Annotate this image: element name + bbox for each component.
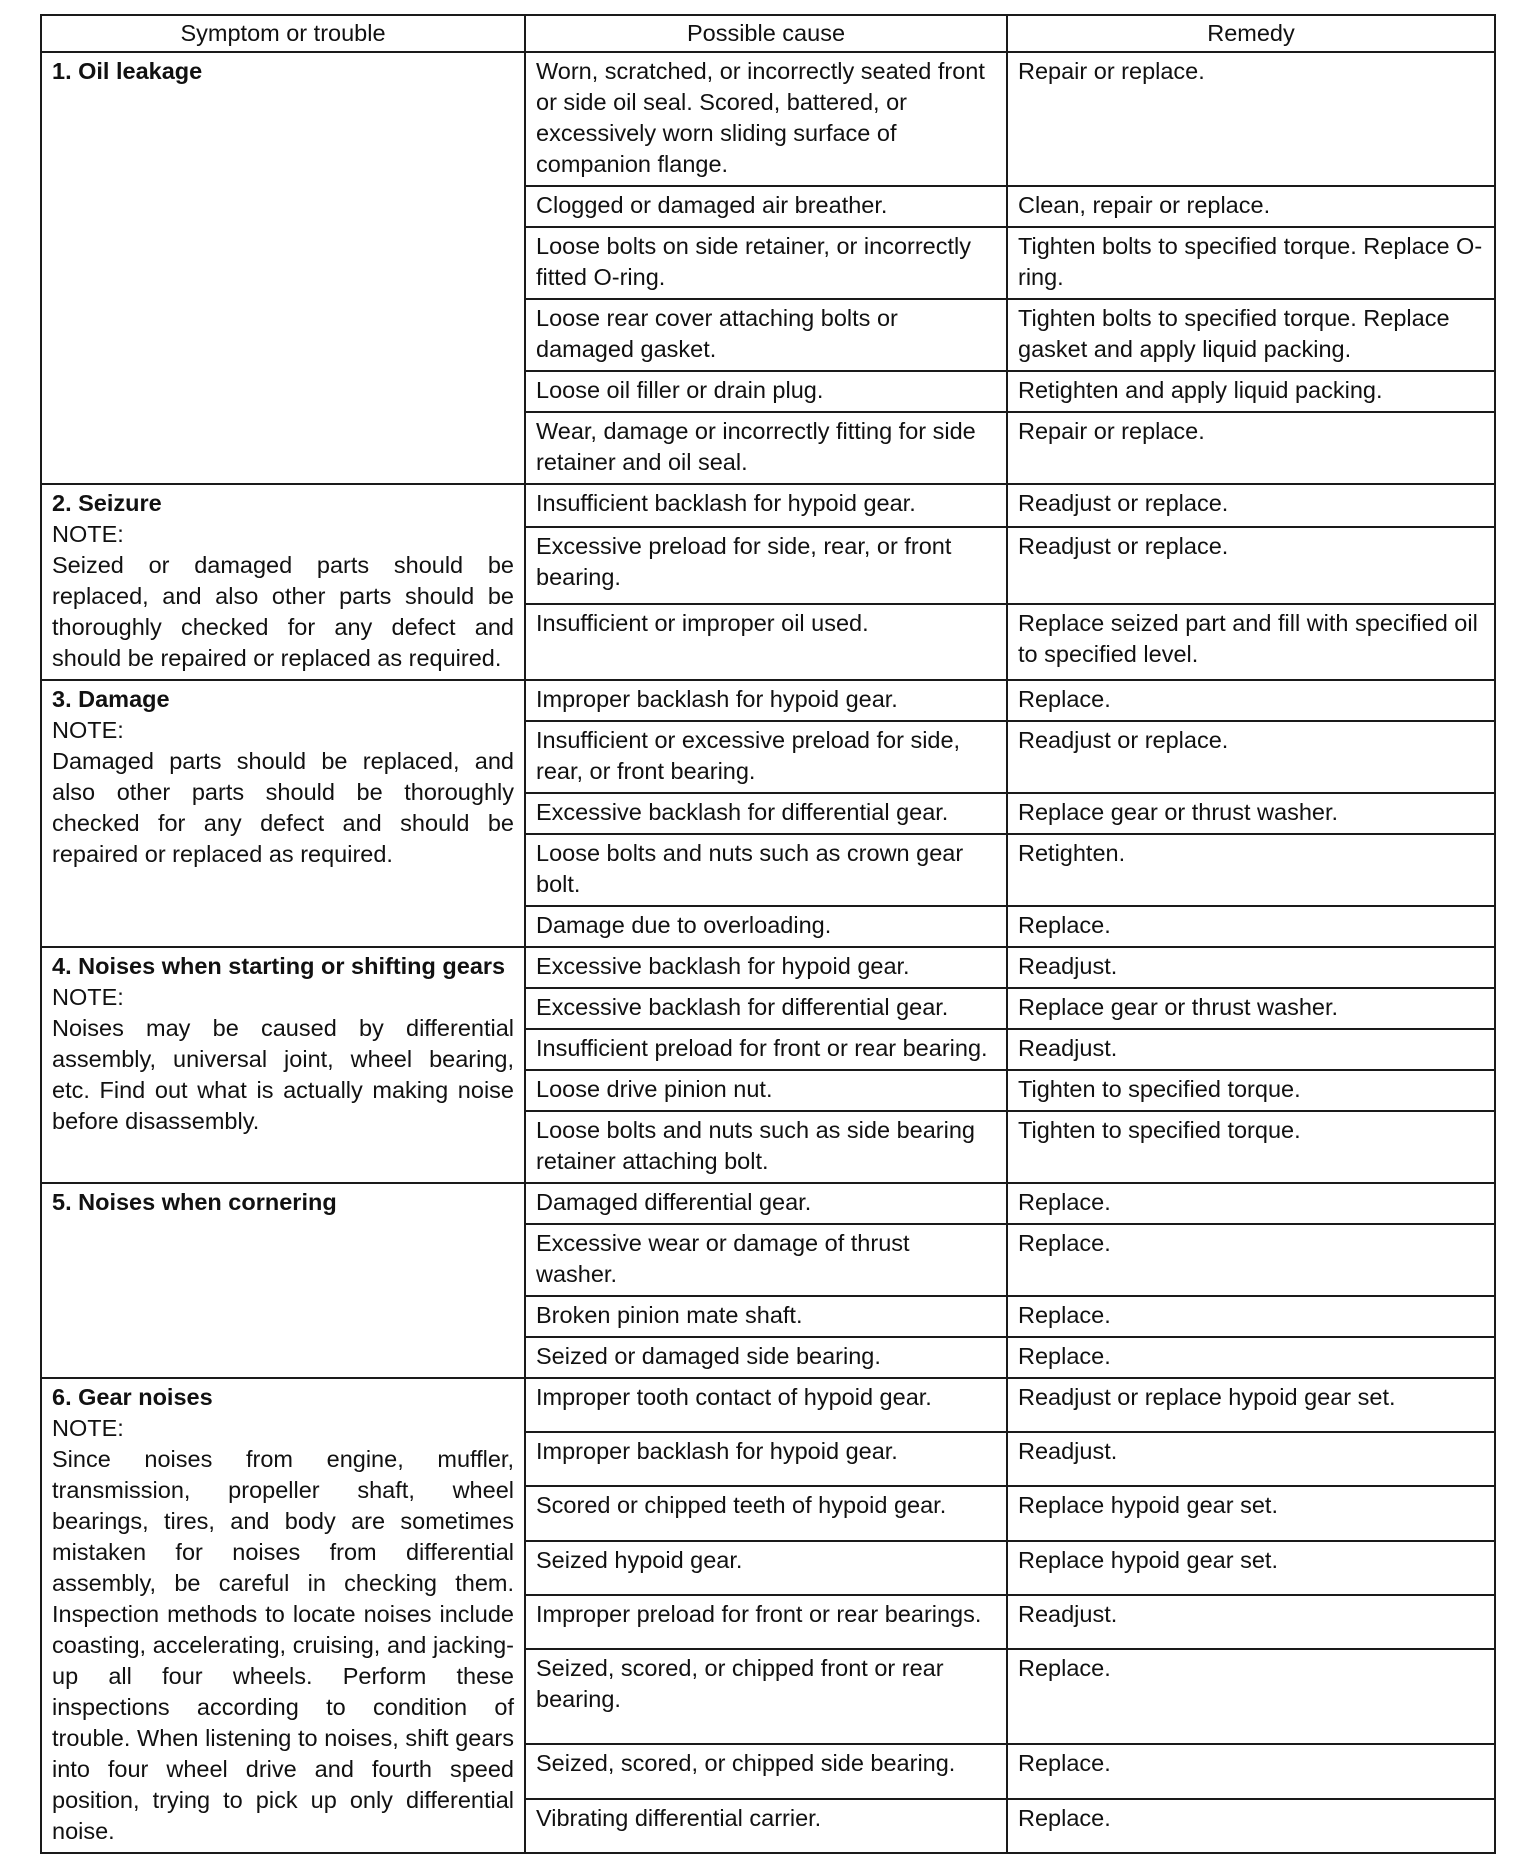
remedy-cell: Replace hypoid gear set. — [1007, 1541, 1495, 1595]
remedy-cell: Replace. — [1007, 1744, 1495, 1798]
cause-cell: Insufficient backlash for hypoid gear. — [525, 484, 1007, 527]
table-row — [41, 484, 1495, 527]
symptom-note-label: NOTE: — [52, 717, 124, 743]
cause-cell: Improper preload for front or rear bearings. — [525, 1595, 1007, 1649]
symptom-cell — [41, 1378, 525, 1853]
cause-cell: Improper backlash for hypoid gear. — [525, 1432, 1007, 1486]
remedy-cell: Replace. — [1007, 1337, 1495, 1378]
cause-cell: Wear, damage or incorrectly fitting for side retainer and oil seal. — [525, 412, 1007, 484]
table-body — [41, 52, 1495, 1853]
remedy-cell: Replace. — [1007, 906, 1495, 947]
header-row — [41, 15, 1495, 52]
troubleshooting-sheet — [40, 14, 1494, 1854]
symptom-cell — [41, 1183, 525, 1378]
cause-cell: Broken pinion mate shaft. — [525, 1296, 1007, 1337]
symptom-note-label: NOTE: — [52, 984, 124, 1010]
remedy-cell: Readjust. — [1007, 1029, 1495, 1070]
remedy-cell: Replace hypoid gear set. — [1007, 1486, 1495, 1540]
cause-cell: Clogged or damaged air breather. — [525, 186, 1007, 227]
cause-cell: Scored or chipped teeth of hypoid gear. — [525, 1486, 1007, 1540]
symptom-note: Since noises from engine, muffler, transmission, propeller shaft, wheel bearings, tires, and body are sometimes mistaken for noises from differential assembly, be careful in checking them. Inspection methods to locate noises include coasting, accelerating, cruising, and jacking-up all four wheels. Perform these inspections according to condition of trouble. When listening to noises, shift gears into four wheel drive and fourth speed position, trying to pick up only differential noise. — [52, 1446, 514, 1844]
table-row — [41, 947, 1495, 988]
remedy-cell: Retighten and apply liquid packing. — [1007, 371, 1495, 412]
remedy-cell: Tighten to specified torque. — [1007, 1070, 1495, 1111]
remedy-cell: Tighten bolts to specified torque. Replace O-ring. — [1007, 227, 1495, 299]
symptom-title: 3. Damage — [52, 686, 170, 712]
cause-cell: Excessive wear or damage of thrust washer. — [525, 1224, 1007, 1296]
cause-cell: Vibrating differential carrier. — [525, 1799, 1007, 1853]
symptom-title: 2. Seizure — [52, 490, 162, 516]
remedy-cell: Replace gear or thrust washer. — [1007, 793, 1495, 834]
symptom-cell — [41, 484, 525, 680]
cause-cell: Seized or damaged side bearing. — [525, 1337, 1007, 1378]
cause-cell: Damaged differential gear. — [525, 1183, 1007, 1224]
cause-cell: Excessive preload for side, rear, or front bearing. — [525, 527, 1007, 603]
cause-cell: Loose rear cover attaching bolts or damaged gasket. — [525, 299, 1007, 371]
symptom-title: 5. Noises when cornering — [52, 1189, 337, 1215]
remedy-cell: Tighten to specified torque. — [1007, 1111, 1495, 1183]
remedy-cell: Tighten bolts to specified torque. Replace gasket and apply liquid packing. — [1007, 299, 1495, 371]
remedy-cell: Repair or replace. — [1007, 52, 1495, 186]
cause-cell: Loose drive pinion nut. — [525, 1070, 1007, 1111]
remedy-cell: Readjust or replace. — [1007, 721, 1495, 793]
remedy-cell: Replace gear or thrust washer. — [1007, 988, 1495, 1029]
remedy-cell: Replace. — [1007, 1799, 1495, 1853]
remedy-cell: Replace. — [1007, 1183, 1495, 1224]
remedy-cell: Retighten. — [1007, 834, 1495, 906]
remedy-cell: Replace. — [1007, 1224, 1495, 1296]
cause-cell: Seized, scored, or chipped front or rear bearing. — [525, 1649, 1007, 1744]
table-row — [41, 680, 1495, 721]
cause-cell: Loose oil filler or drain plug. — [525, 371, 1007, 412]
table-row — [41, 52, 1495, 186]
remedy-cell: Repair or replace. — [1007, 412, 1495, 484]
cause-cell: Loose bolts and nuts such as crown gear bolt. — [525, 834, 1007, 906]
header-symptom: Symptom or trouble — [41, 15, 525, 52]
header-cause: Possible cause — [525, 15, 1007, 52]
symptom-title: 4. Noises when starting or shifting gears — [52, 953, 506, 979]
symptom-cell — [41, 947, 525, 1183]
symptom-note-label: NOTE: — [52, 1415, 124, 1441]
remedy-cell: Replace seized part and fill with specified oil to specified level. — [1007, 604, 1495, 680]
cause-cell: Seized hypoid gear. — [525, 1541, 1007, 1595]
symptom-cell — [41, 52, 525, 484]
remedy-cell: Clean, repair or replace. — [1007, 186, 1495, 227]
symptom-note: Noises may be caused by differential assembly, universal joint, wheel bearing, etc. Find out what is actually making noise before disassembly. — [52, 1015, 514, 1134]
symptom-title: 1. Oil leakage — [52, 58, 203, 84]
troubleshooting-table — [40, 14, 1496, 1854]
cause-cell: Seized, scored, or chipped side bearing. — [525, 1744, 1007, 1798]
remedy-cell: Replace. — [1007, 1296, 1495, 1337]
remedy-cell: Readjust or replace. — [1007, 527, 1495, 603]
cause-cell: Insufficient or excessive preload for side, rear, or front bearing. — [525, 721, 1007, 793]
cause-cell: Loose bolts and nuts such as side bearing retainer attaching bolt. — [525, 1111, 1007, 1183]
cause-cell: Improper tooth contact of hypoid gear. — [525, 1378, 1007, 1432]
cause-cell: Excessive backlash for differential gear. — [525, 988, 1007, 1029]
remedy-cell: Replace. — [1007, 680, 1495, 721]
table-row — [41, 1183, 1495, 1224]
cause-cell: Insufficient or improper oil used. — [525, 604, 1007, 680]
header-remedy: Remedy — [1007, 15, 1495, 52]
cause-cell: Damage due to overloading. — [525, 906, 1007, 947]
table-row — [41, 1378, 1495, 1432]
symptom-note-label: NOTE: — [52, 521, 124, 547]
remedy-cell: Readjust or replace. — [1007, 484, 1495, 527]
remedy-cell: Readjust. — [1007, 1432, 1495, 1486]
cause-cell: Insufficient preload for front or rear bearing. — [525, 1029, 1007, 1070]
remedy-cell: Readjust or replace hypoid gear set. — [1007, 1378, 1495, 1432]
cause-cell: Improper backlash for hypoid gear. — [525, 680, 1007, 721]
symptom-note: Damaged parts should be replaced, and also other parts should be thoroughly checked for any defect and should be repaired or replaced as required. — [52, 748, 514, 867]
cause-cell: Worn, scratched, or incorrectly seated front or side oil seal. Scored, battered, or excessively worn sliding surface of companion flange. — [525, 52, 1007, 186]
symptom-note: Seized or damaged parts should be replaced, and also other parts should be thoroughly checked for any defect and should be repaired or replaced as required. — [52, 552, 514, 671]
cause-cell: Excessive backlash for differential gear. — [525, 793, 1007, 834]
cause-cell: Excessive backlash for hypoid gear. — [525, 947, 1007, 988]
remedy-cell: Readjust. — [1007, 947, 1495, 988]
symptom-title: 6. Gear noises — [52, 1384, 213, 1410]
remedy-cell: Readjust. — [1007, 1595, 1495, 1649]
remedy-cell: Replace. — [1007, 1649, 1495, 1744]
cause-cell: Loose bolts on side retainer, or incorrectly fitted O-ring. — [525, 227, 1007, 299]
symptom-cell — [41, 680, 525, 947]
